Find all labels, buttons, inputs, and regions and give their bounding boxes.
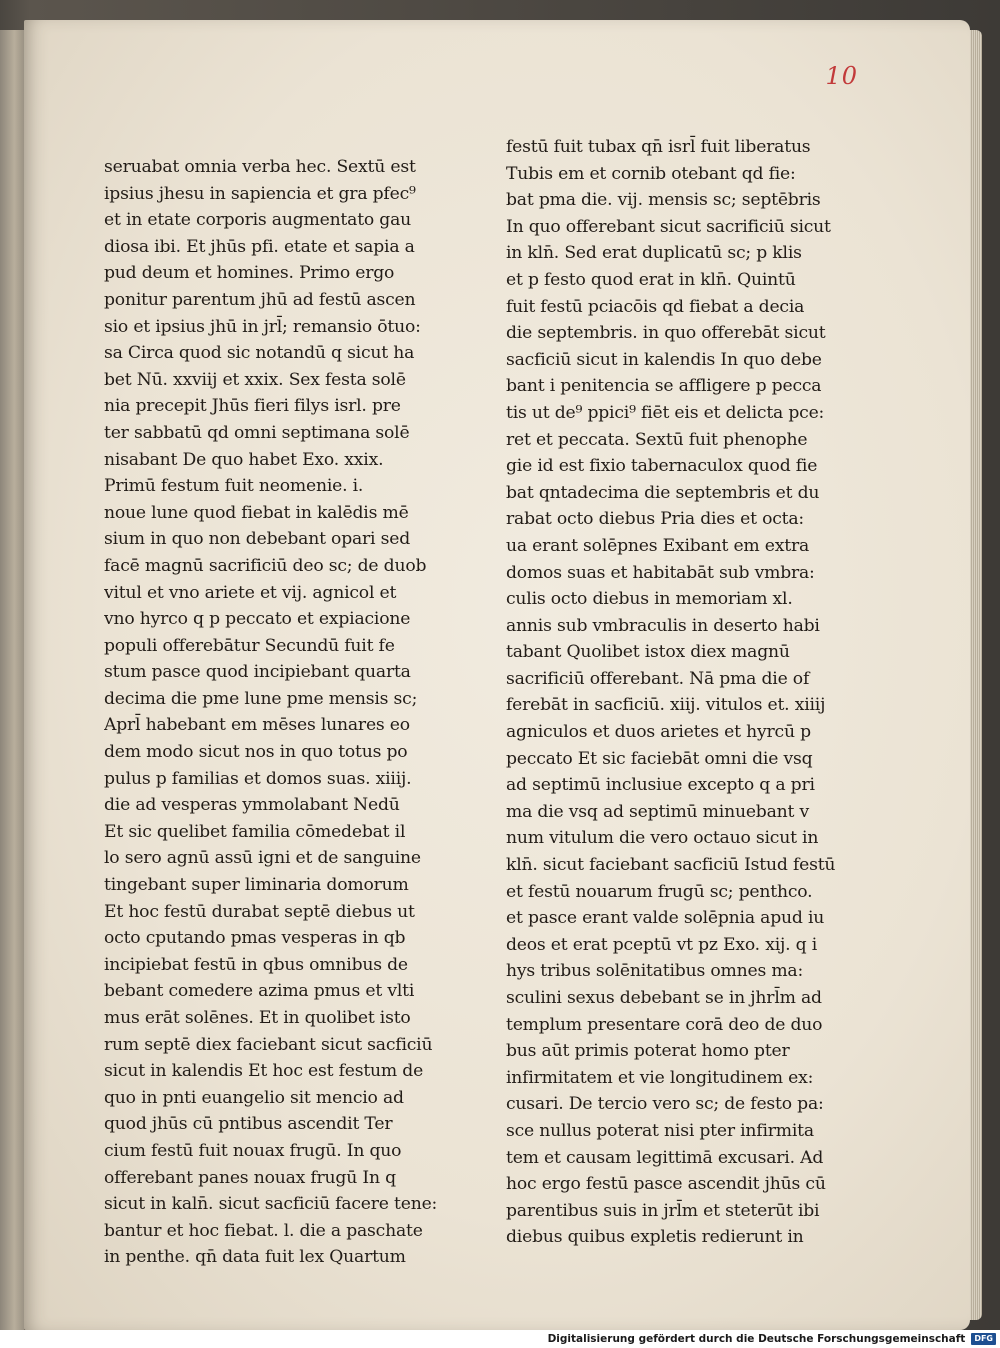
- text-line: ferebāt in sacficiū. xiij. vitulos et. xiiij: [506, 695, 826, 716]
- text-line: diosa ibi. Et jhūs pfi. etate et sapia a: [104, 236, 415, 257]
- text-line: stum pasce quod incipiebant quarta: [104, 662, 411, 683]
- text-line: ua erant solēpnes Exibant em extra: [506, 535, 810, 556]
- text-line: bant i penitencia se affligere p pecca: [506, 376, 822, 397]
- text-line: fuit festū pciacōis qd fiebat a decia: [506, 296, 805, 317]
- text-line: Aprl̄ habebant em mēses lunares eo: [104, 715, 410, 736]
- text-line: num vitulum die vero octauo sicut in: [506, 828, 819, 849]
- text-line: ret et peccata. Sextū fuit phenophe: [506, 429, 808, 450]
- text-line: sacrificiū offerebant. Nā pma die of: [506, 668, 810, 689]
- text-line: cium festū fuit nouax frugū. In quo: [104, 1140, 402, 1161]
- text-line: In quo offerebant sicut sacrificiū sicut: [506, 216, 831, 237]
- text-line: festū fuit tubax qn̄ isrl̄ fuit liberatus: [506, 137, 811, 157]
- text-line: sacficiū sicut in kalendis In quo debe: [506, 349, 822, 370]
- text-line: pud deum et homines. Primo ergo: [104, 263, 395, 284]
- previous-page-edge: [0, 30, 25, 1330]
- dfg-logo: DFG: [971, 1333, 996, 1345]
- footer-bar: [0, 1330, 1000, 1348]
- folio-number: 10: [825, 62, 858, 90]
- text-line: lo sero agnū assū igni et de sanguine: [104, 848, 421, 869]
- text-line: parentibus suis in jrl̄m et steterūt ibi: [506, 1200, 820, 1221]
- text-line: noue lune quod fiebat in kalēdis mē: [104, 502, 409, 523]
- text-line: tem et causam legittimā excusari. Ad: [506, 1147, 824, 1168]
- text-line: templum presentare corā deo de duo: [506, 1014, 823, 1035]
- text-line: Et sic quelibet familia cōmedebat il: [104, 821, 406, 842]
- text-line: populi offerebātur Secundū fuit fe: [104, 635, 395, 656]
- text-line: die ad vesperas ymmolabant Nedū: [104, 795, 400, 816]
- text-line: ponitur parentum jhū ad festū ascen: [104, 289, 416, 310]
- text-line: tingebant super liminaria domorum: [104, 875, 409, 896]
- text-line: octo cputando pmas vesperas in qb: [104, 928, 406, 949]
- text-line: offerebant panes nouax frugū In q: [104, 1167, 396, 1188]
- text-line: ipsius jhesu in sapiencia et gra pfec⁹: [104, 183, 416, 204]
- text-line: sium in quo non debebant opari sed: [104, 529, 411, 550]
- text-line: bus aūt primis poterat homo pter: [506, 1041, 790, 1062]
- text-line: sicut in kaln̄. sicut sacficiū facere tene:: [104, 1194, 438, 1215]
- text-line: culis octo diebus in memoriam xl.: [506, 589, 793, 610]
- text-line: bebant comedere azima pmus et vlti: [104, 981, 415, 1002]
- text-line: tabant Quolibet istox diex magnū: [506, 642, 790, 663]
- text-line: nisabant De quo habet Exo. xxix.: [104, 449, 384, 470]
- text-line: Tubis em et cornib otebant qd fie:: [506, 163, 796, 184]
- text-line: nia precepit Jhūs fieri filys isrl. pre: [104, 396, 401, 417]
- text-line: quo in pnti euangelio sit mencio ad: [104, 1087, 404, 1108]
- text-line: bat pma die. vij. mensis sc; septēbris: [506, 190, 821, 211]
- text-line: rabat octo diebus Pria dies et octa:: [506, 509, 805, 530]
- text-line: bantur et hoc fiebat. l. die a paschate: [104, 1220, 423, 1241]
- text-line: sa Circa quod sic notandū q sicut ha: [104, 343, 415, 364]
- text-line: die septembris. in quo offerebāt sicut: [506, 323, 826, 344]
- text-line: seruabat omnia verba hec. Sextū est: [104, 157, 416, 177]
- text-line: sicut in kalendis Et hoc est festum de: [104, 1061, 424, 1082]
- text-line: sce nullus poterat nisi pter infirmita: [506, 1120, 814, 1141]
- text-line: decima die pme lune pme mensis sc;: [104, 688, 418, 709]
- footer-credit: Digitalisierung gefördert durch die Deutsche Forschungsgemeinschaft: [547, 1333, 966, 1345]
- text-line: et festū nouarum frugū sc; penthco.: [506, 881, 813, 902]
- text-line: in kln̄. Sed erat duplicatū sc; p klis: [506, 243, 802, 264]
- text-line: dem modo sicut nos in quo totus po: [104, 742, 408, 763]
- text-line: quod jhūs cū pntibus ascendit Ter: [104, 1114, 393, 1135]
- text-line: et in etate corporis augmentato gau: [104, 210, 412, 231]
- text-line: peccato Et sic faciebāt omni die vsq: [506, 748, 813, 769]
- text-line: Et hoc festū durabat septē diebus ut: [104, 901, 415, 922]
- text-line: incipiebat festū in qbus omnibus de: [104, 954, 408, 975]
- text-line: vitul et vno ariete et vij. agnicol et: [104, 582, 397, 603]
- text-line: ter sabbatū qd omni septimana solē: [104, 422, 410, 443]
- text-line: deos et erat pceptū vt pz Exo. xij. q i: [506, 934, 818, 955]
- text-column-right: [506, 134, 866, 1251]
- text-line: bet Nū. xxviij et xxix. Sex festa solē: [104, 369, 406, 390]
- text-line: gie id est fixio tabernaculox quod fie: [506, 456, 818, 477]
- text-line: ad septimū inclusiue excepto q a pri: [506, 775, 815, 796]
- text-line: annis sub vmbraculis in deserto habi: [506, 615, 820, 636]
- text-line: sio et ipsius jhū in jrl̄; remansio ōtuo:: [104, 316, 421, 337]
- text-line: Primū festum fuit neomenie. i.: [104, 476, 364, 497]
- text-column-left: [104, 154, 464, 1271]
- text-line: diebus quibus expletis redierunt in: [506, 1227, 804, 1248]
- text-line: infirmitatem et vie longitudinem ex:: [506, 1067, 814, 1088]
- text-line: vno hyrco q p peccato et expiacione: [104, 609, 411, 630]
- text-line: facē magnū sacrificiū deo sc; de duob: [104, 555, 427, 576]
- text-line: agniculos et duos arietes et hyrcū p: [506, 722, 811, 743]
- text-line: et p festo quod erat in kln̄. Quintū: [506, 269, 796, 290]
- text-line: tis ut de⁹ ppici⁹ fiēt eis et delicta pce:: [506, 402, 825, 423]
- text-line: ma die vsq ad septimū minuebant v: [506, 801, 809, 822]
- text-line: cusari. De tercio vero sc; de festo pa:: [506, 1094, 824, 1115]
- text-line: hys tribus solēnitatibus omnes ma:: [506, 961, 804, 982]
- text-line: kln̄. sicut faciebant sacficiū Istud festū: [506, 855, 836, 876]
- text-line: mus erāt solēnes. Et in quolibet isto: [104, 1008, 411, 1028]
- text-line: hoc ergo festū pasce ascendit jhūs cū: [506, 1174, 826, 1195]
- text-line: bat qntadecima die septembris et du: [506, 482, 820, 503]
- text-line: in penthe. qn̄ data fuit lex Quartum: [104, 1247, 406, 1268]
- text-line: et pasce erant valde solēpnia apud iu: [506, 908, 825, 929]
- text-line: sculini sexus debebant se in jhrl̄m ad: [506, 988, 822, 1008]
- text-line: rum septē diex faciebant sicut sacficiū: [104, 1034, 433, 1055]
- text-line: pulus p familias et domos suas. xiiij.: [104, 768, 412, 789]
- text-line: domos suas et habitabāt sub vmbra:: [506, 562, 815, 583]
